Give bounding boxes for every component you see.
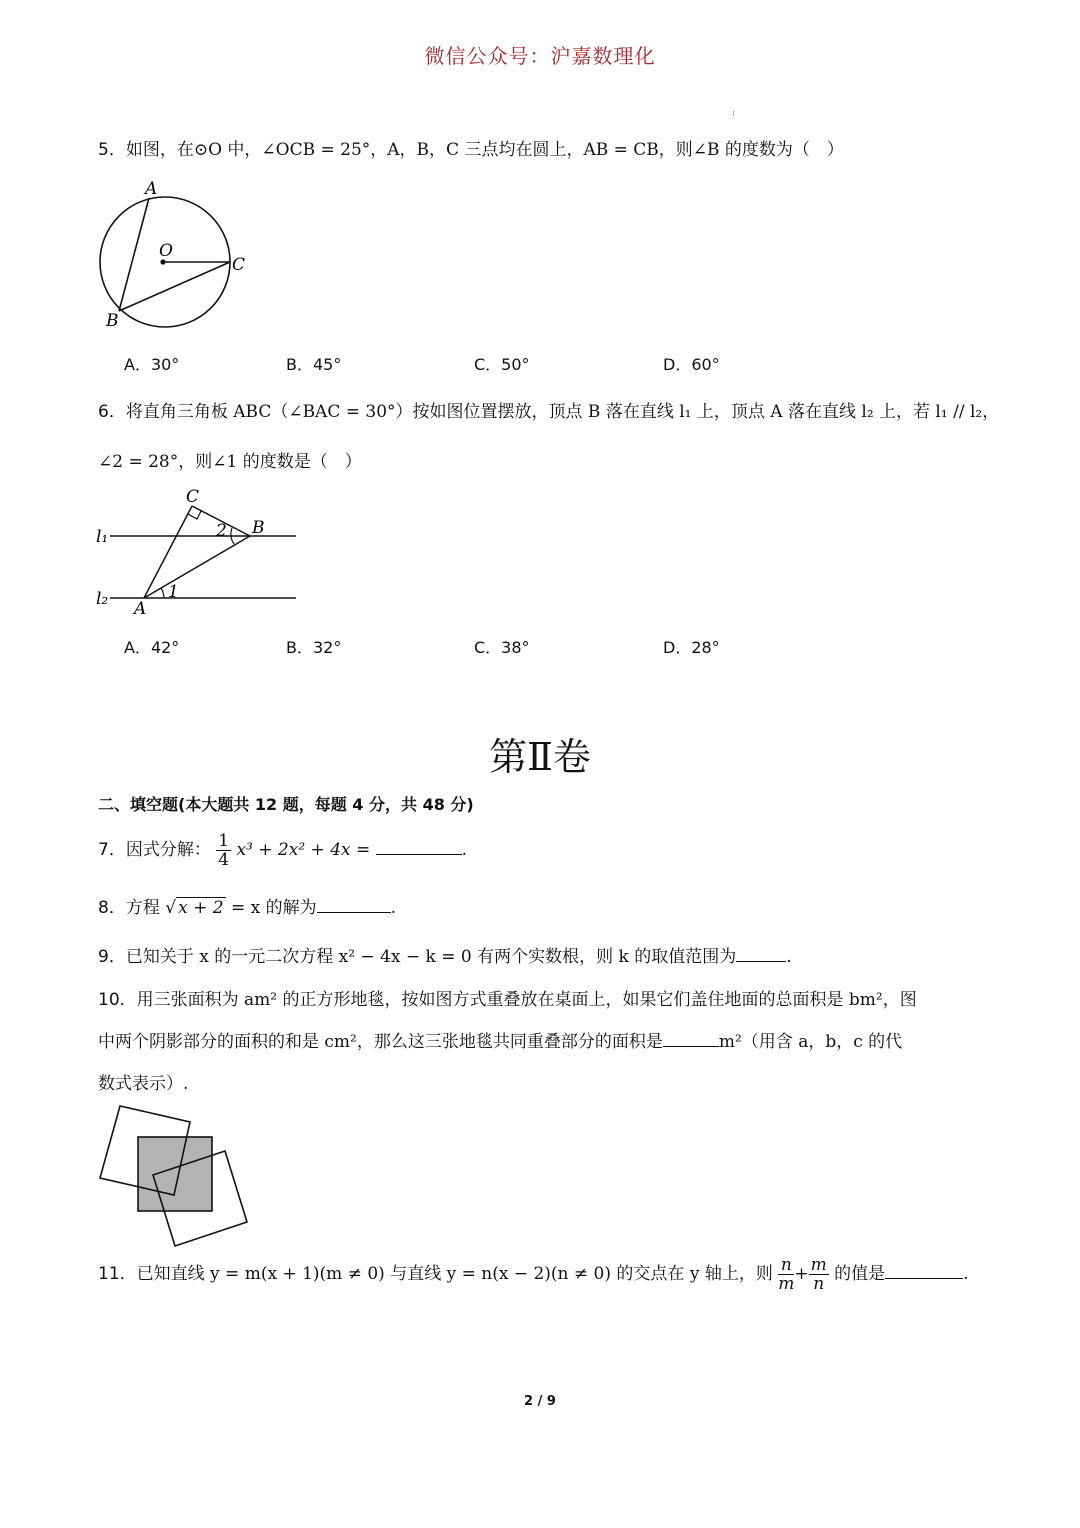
question-text: 已知直线 y = m(x + 1)(m ≠ 0) 与直线 y = n(x − 2)(n ≠ 0) 的交点在 y 轴上，则 — [136, 1264, 773, 1284]
label-a: A — [134, 599, 147, 619]
answer-blank — [376, 838, 462, 855]
q5-option-c: C．50° — [474, 355, 530, 374]
question-6 — [98, 400, 999, 424]
question-number: 8． — [98, 898, 126, 918]
question-10 — [98, 988, 917, 1012]
question-11: 11．已知直线 y = m(x + 1)(m ≠ 0) 与直线 y = n(x − 2)(n ≠ 0) 的交点在 y 轴上，则 $\frac{n}{m}$ + $\frac{m}{n}$ 的值是 . — [98, 1255, 969, 1294]
q6-option-d: D．28° — [663, 638, 720, 657]
question-number: 11． — [98, 1264, 137, 1284]
question-8: 8．方程 √ x + 2 = x 的解为 . — [98, 898, 396, 918]
label-angle-2: 2 — [216, 521, 227, 541]
question-number: 7． — [98, 840, 126, 860]
label-b: B — [252, 518, 265, 538]
section-title: 第Ⅱ卷 — [489, 735, 591, 779]
q5-option-a: A．30° — [124, 355, 180, 374]
question-10-line2 — [98, 1030, 902, 1054]
question-number: 5． — [98, 140, 126, 160]
question-number: 6． — [98, 402, 126, 422]
triangle-diagram — [92, 484, 307, 619]
page-number: 2 / 9 — [524, 1394, 556, 1409]
chord-ab — [119, 198, 149, 311]
circle-diagram — [92, 178, 262, 338]
answer-blank — [317, 896, 391, 913]
question-10-line3: 数式表示）. — [98, 1074, 189, 1094]
chord-bc — [119, 262, 230, 311]
label-l1: l₁ — [96, 527, 109, 547]
question-number: 9． — [98, 947, 126, 967]
q5-option-b: B．45° — [286, 355, 342, 374]
part-heading: 二、填空题(本大题共 12 题，每题 4 分，共 48 分) — [98, 795, 474, 814]
fraction-quarter: $\frac{1}{4}$ — [218, 831, 230, 870]
question-line2b: m²（用含 a，b，c 的代 — [718, 1032, 903, 1052]
question-text: 已知关于 x 的一元二次方程 x² − 4x − k = 0 有两个实数根，则 k 的取值范围为 — [125, 947, 737, 967]
page-header: 微信公众号：沪嘉数理化 — [424, 44, 656, 68]
question-6-line2: ∠2 = 28°，则∠1 的度数是（ ） — [98, 452, 362, 472]
answer-blank — [736, 945, 786, 962]
question-line1: 用三张面积为 am² 的正方形地毯，按如图方式重叠放在桌面上，如果它们盖住地面的总面积是 bm²，图 — [136, 990, 917, 1010]
label-a: A — [145, 179, 158, 199]
question-prefix: 因式分解： — [125, 840, 211, 860]
sqrt-symbol: √ — [165, 898, 177, 918]
carpet-diagram — [94, 1100, 254, 1252]
radicand: x + 2 — [178, 898, 224, 918]
q6-option-b: B．32° — [286, 638, 342, 657]
q6-option-a: A．42° — [124, 638, 180, 657]
question-number: 10． — [98, 990, 137, 1010]
answer-blank — [885, 1262, 963, 1279]
question-prefix: 方程 — [125, 898, 160, 918]
question-text-line1: 将直角三角板 ABC（∠BAC = 30°）按如图位置摆放，顶点 B 落在直线 l₁ 上，顶点 A 落在直线 l₂ 上，若 l₁ // l₂， — [125, 402, 1000, 422]
angle-1-arc — [161, 588, 164, 598]
label-b: B — [106, 311, 119, 331]
expression: x³ + 2x² + 4x = — [236, 840, 371, 860]
answer-blank — [663, 1030, 719, 1047]
question-suffix: 的值是 — [834, 1264, 886, 1284]
right-angle-mark — [188, 511, 201, 519]
q6-option-c: C．38° — [474, 638, 530, 657]
fraction-m-over-n: $\frac{m}{n}$ — [810, 1255, 827, 1294]
fraction-n-over-m: $\frac{n}{m}$ — [778, 1255, 795, 1294]
expression: = x 的解为 — [230, 898, 317, 918]
plus-sign: + — [794, 1264, 809, 1284]
tiny-mark: : — [732, 108, 735, 117]
question-5 — [98, 138, 844, 162]
label-l2: l₂ — [96, 589, 109, 609]
q5-option-d: D．60° — [663, 355, 720, 374]
question-text: 如图，在⊙O 中，∠OCB = 25°，A，B，C 三点均在圆上，AB = CB，则∠B 的度数为（ ） — [125, 140, 844, 160]
question-9: 9．已知关于 x 的一元二次方程 x² − 4x − k = 0 有两个实数根，则 k 的取值范围为 . — [98, 947, 792, 967]
question-7: 7．因式分解： $\frac{1}{4}$ x³ + 2x² + 4x = . — [98, 831, 468, 870]
label-c: C — [232, 255, 246, 275]
question-line2a: 中两个阴影部分的面积的和是 cm²，那么这三张地毯共同重叠部分的面积是 — [98, 1032, 663, 1052]
label-o: O — [159, 241, 173, 261]
label-c: C — [186, 487, 200, 507]
label-angle-1: 1 — [168, 582, 179, 602]
